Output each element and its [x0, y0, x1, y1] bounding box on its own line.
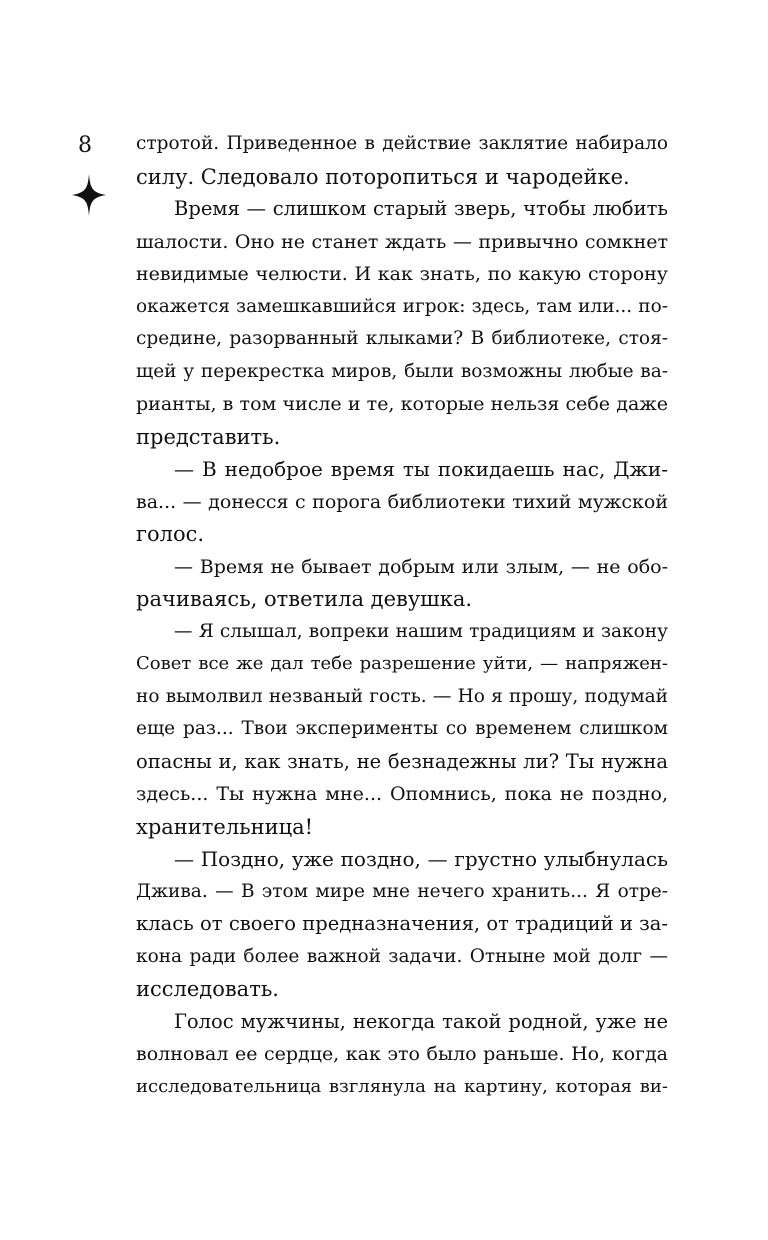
paragraph: [136, 128, 668, 193]
text-line: окажется замешкавшийся игрок: здесь, там или... по-: [136, 295, 668, 317]
paragraph: [136, 453, 668, 551]
text-line: здесь... Ты нужна мне... Опомнись, пока не поздно,: [136, 783, 668, 805]
text-line: исследовательница взглянула на картину, которая ви-: [136, 1075, 668, 1097]
text-line: рачиваясь, ответила девушка.: [136, 587, 473, 611]
text-line: Джива. — В этом мире мне нечего хранить... Я отре-: [136, 880, 668, 902]
paragraph: [136, 1006, 668, 1104]
text-line: Время — слишком старый зверь, чтобы любить: [174, 197, 668, 220]
text-line: Совет все же дал тебе разрешение уйти, — напряжен-: [136, 653, 668, 674]
text-line: волновал ее сердце, как это было раньше. Но, когда: [136, 1043, 668, 1065]
body-text: [136, 128, 668, 1103]
text-line: — Я слышал, вопреки нашим традициям и закону: [174, 620, 668, 642]
text-line: голос.: [136, 522, 205, 546]
text-line: стротой. Приведенное в действие заклятие набирало: [136, 133, 668, 154]
text-line: ва... — донесся с порога библиотеки тихий мужской: [136, 490, 668, 513]
text-line: клась от своего предназначения, от традиций и за-: [136, 912, 668, 935]
page-number: 8: [78, 133, 92, 158]
text-line: — Поздно, уже поздно, — грустно улыбнулась: [174, 847, 668, 871]
star-ornament-icon: [72, 174, 106, 216]
paragraph: [136, 843, 668, 1006]
paragraph: [136, 551, 668, 616]
paragraph: [136, 616, 668, 844]
text-line: опасны и, как знать, не безнадежны ли? Ты нужна: [136, 749, 668, 773]
text-line: шалости. Оно не станет ждать — привычно сомкнет: [136, 230, 668, 253]
text-line: исследовать.: [136, 977, 279, 1001]
text-line: рианты, в том числе и те, которые нельзя себе даже: [136, 393, 668, 415]
text-line: щей у перекрестка миров, были возможны любые ва-: [136, 360, 668, 382]
text-line: — Время не бывает добрым или злым, — не обо-: [174, 555, 668, 578]
text-line: но вымолвил незваный гость. — Но я прошу, подумай: [136, 685, 668, 707]
text-line: силу. Следовало поторопиться и чародейке.: [136, 164, 630, 189]
text-line: — В недоброе время ты покидаешь нас, Джи-: [174, 457, 668, 481]
paragraph: [136, 193, 668, 453]
text-line: невидимые челюсти. И как знать, по какую сторону: [136, 263, 668, 285]
text-line: представить.: [136, 424, 281, 449]
text-line: хранительница!: [136, 814, 314, 839]
text-line: кона ради более важной задачи. Отныне мой долг —: [136, 945, 668, 967]
text-line: еще раз... Твои эксперименты со временем слишком: [136, 718, 668, 739]
text-line: Голос мужчины, некогда такой родной, уже не: [174, 1009, 668, 1033]
text-line: средине, разорванный клыками? В библиотеке, стоя-: [136, 328, 668, 349]
